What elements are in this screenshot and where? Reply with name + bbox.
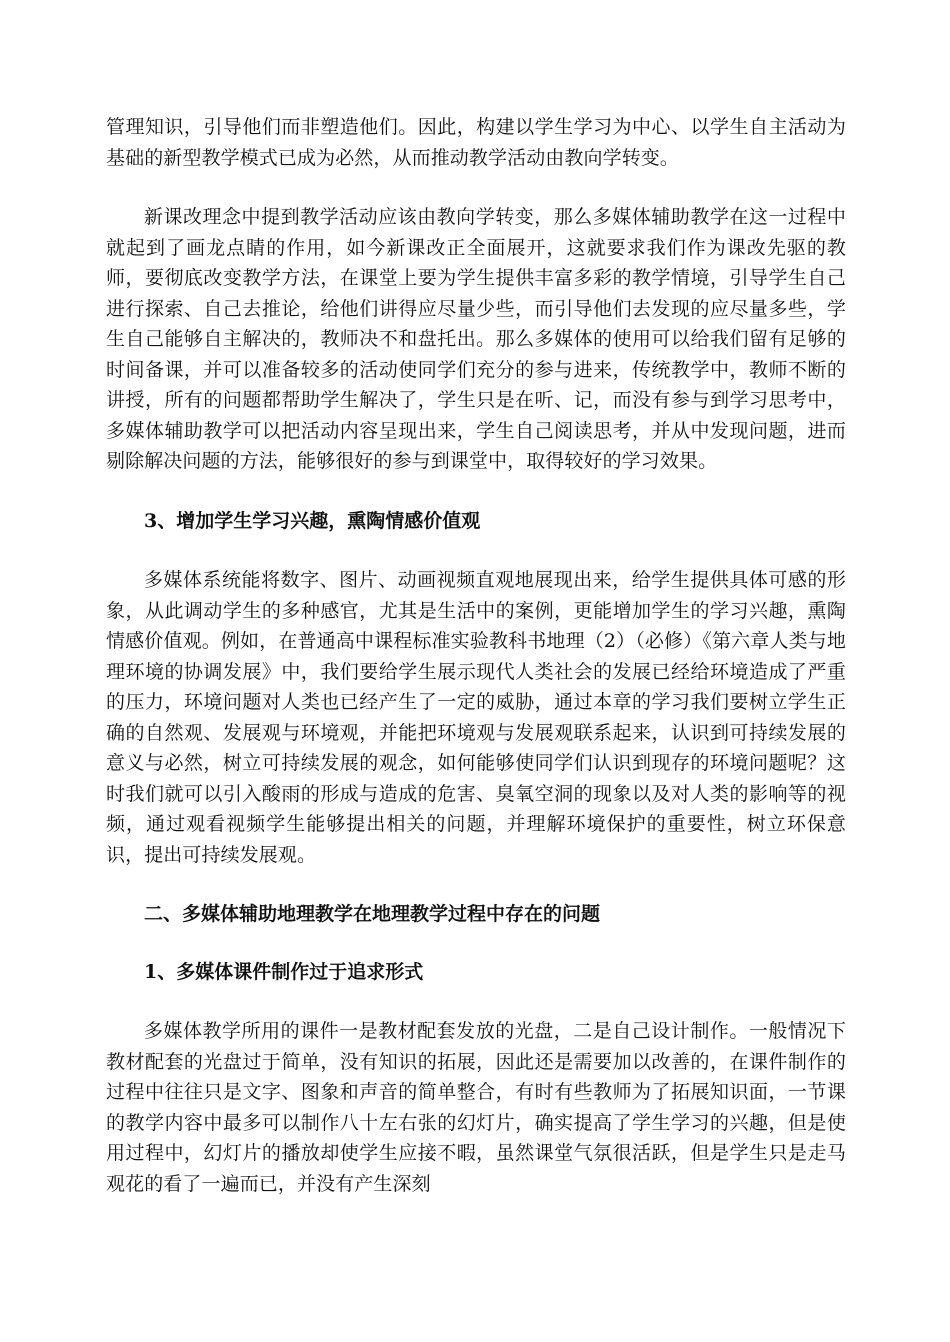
section-heading-3: 3、增加学生学习兴趣，熏陶情感价值观 — [144, 509, 481, 532]
paragraph-multimedia-interest: 多媒体系统能将数字、图片、动画视频直观地展现出来，给学生提供具体可感的形象，从此调动学生的多种感官，尤其是生活中的案例，更能增加学生的学习兴趣，熏陶情感价值观。例如，在普通高中课程标准实验教科书地理（2）（必修）《第六章人类与地理环境的协调发展》中，我们要给学生展示现代人类社会的发展已经给环境造成了严重的压力，环境问题对人类也已经产生了一定的威胁，通过本章的学习我们要树立学生正确的自然观、发展观与环境观，并能把环境观与发展观联系起来，认识到可持续发展的意义与必然，树立可持续发展的观念，如何能够使同学们认识到现存的环境问题呢？这时我们就可以引入酸雨的形成与造成的危害、臭氧空洞的现象以及对人类的影响等的视频，通过观看视频学生能够提出相关的问题，并理解环境保护的重要性，树立环保意识，提出可持续发展观。 — [106, 569, 846, 866]
paragraph-new-curriculum: 新课改理念中提到教学活动应该由教向学转变，那么多媒体辅助教学在这一过程中就起到了画龙点睛的作用，如今新课改正全面展开，这就要求我们作为课改先驱的教师，要彻底改变教学方法，在课堂上要为学生提供丰富多彩的教学情境，引导学生自己进行探索、自己去推论，给他们讲得应尽量少些，而引导他们去发现的应尽量多些，学生自己能够自主解决的，教师决不和盘托出。那么多媒体的使用可以给我们留有足够的时间备课，并可以准备较多的活动使同学们充分的参与进来，传统教学中，教师不断的讲授，所有的问题都帮助学生解决了，学生只是在听、记，而没有参与到学习思考中，多媒体辅助教学可以把活动内容呈现出来，学生自己阅读思考，并从中发现问题，进而剔除解决问题的方法，能够很好的参与到课堂中，取得较好的学习效果。 — [106, 206, 846, 472]
chapter-heading-2: 二、多媒体辅助地理教学在地理教学过程中存在的问题 — [144, 903, 601, 925]
paragraph-intro-continuation: 管理知识，引导他们而非塑造他们。因此，构建以学生学习为中心、以学生自主活动为基础的新型教学模式已成为必然，从而推动教学活动由教向学转变。 — [106, 116, 846, 169]
paragraph-courseware: 多媒体教学所用的课件一是教材配套发放的光盘，二是自己设计制作。一般情况下教材配套的光盘过于简单，没有知识的拓展，因此还是需要加以改善的，在课件制作的过程中往往只是文字、图象和声音的简单整合，有时有些教师为了拓展知识面，一节课的教学内容中最多可以制作八十左右张的幻灯片，确实提高了学生学习的兴趣，但是使用过程中，幻灯片的播放却使学生应接不暇，虽然课堂气氛很活跃，但是学生只是走马观花的看了一遍而已，并没有产生深刻 — [106, 1020, 846, 1195]
section-heading-1: 1、多媒体课件制作过于追求形式 — [144, 960, 424, 983]
document-page — [106, 112, 846, 1199]
